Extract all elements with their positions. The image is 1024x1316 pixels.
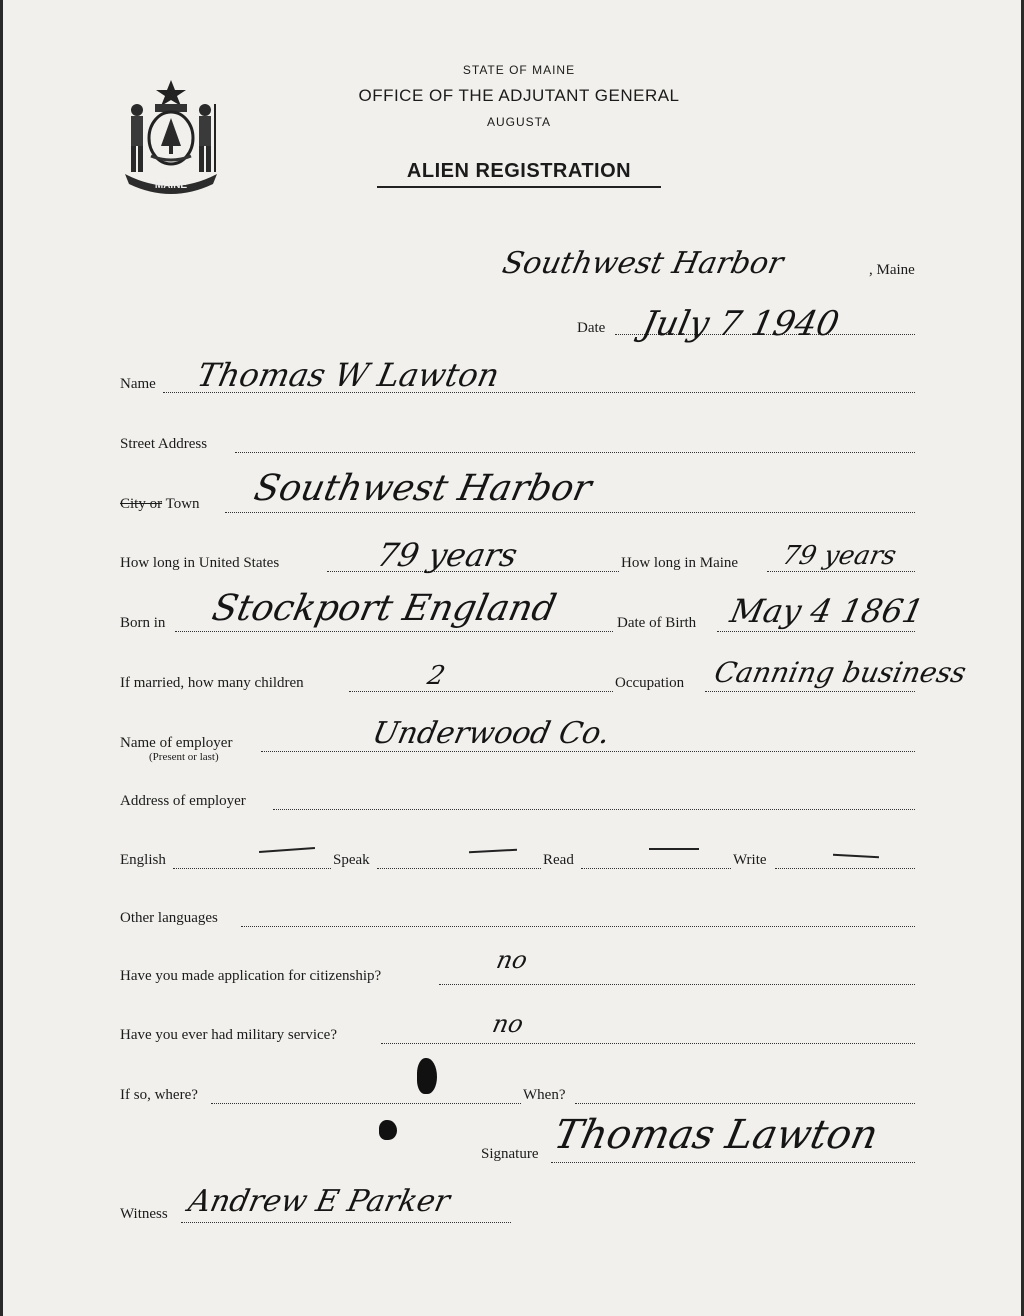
read-label: Read: [543, 852, 574, 868]
where-line: [211, 1103, 521, 1104]
signature-line: [551, 1162, 915, 1163]
street-address-line: [235, 452, 915, 453]
english-check-mark: [259, 847, 315, 853]
years-in-maine-label: How long in Maine: [621, 555, 739, 571]
read-check-mark: [649, 848, 699, 850]
children-line: [349, 691, 613, 692]
years-in-us-handwriting: 79 years: [373, 536, 521, 574]
write-label: Write: [733, 852, 767, 868]
city-heading: AUGUSTA: [486, 115, 552, 129]
witness-handwriting: Andrew E Parker: [185, 1184, 454, 1219]
witness-label: Witness: [120, 1206, 168, 1222]
name-handwriting: Thomas W Lawton: [193, 356, 503, 394]
military-handwriting: no: [490, 1010, 526, 1038]
speak-line: [377, 868, 541, 869]
years-in-us-label: How long in United States: [120, 555, 280, 571]
born-in-line: [175, 631, 613, 632]
years-in-maine-line: [767, 571, 915, 572]
date-of-birth-handwriting: May 4 1861: [726, 592, 928, 630]
employer-address-line: [273, 809, 915, 810]
military-line: [381, 1043, 915, 1044]
when-line: [575, 1103, 915, 1104]
employer-note: (Present or last): [149, 751, 219, 763]
speak-label: Speak: [333, 852, 370, 868]
office-heading: OFFICE OF THE ADJUTANT GENERAL: [358, 86, 680, 105]
born-in-handwriting: Stockport England: [208, 588, 560, 629]
other-languages-label: Other languages: [120, 910, 218, 926]
read-line: [581, 868, 731, 869]
town-header-handwriting: Southwest Harbor: [499, 246, 787, 281]
town-label: Town: [165, 496, 200, 512]
town-line: [225, 512, 915, 513]
military-label: Have you ever had military service?: [120, 1027, 337, 1043]
english-line: [173, 868, 331, 869]
city-struck-label: City or: [120, 496, 163, 512]
english-label: English: [120, 852, 166, 868]
date-of-birth-line: [717, 631, 915, 632]
occupation-handwriting: Canning business: [711, 656, 970, 689]
write-check-mark: [833, 854, 879, 858]
other-languages-line: [241, 926, 915, 927]
years-in-maine-handwriting: 79 years: [779, 541, 899, 571]
ink-blot: [379, 1120, 397, 1140]
employer-line: [261, 751, 915, 752]
date-label: Date: [577, 320, 606, 336]
witness-line: [181, 1222, 511, 1223]
children-label: If married, how many children: [120, 675, 304, 691]
state-seal-icon: [115, 74, 227, 198]
svg-text:MAINE: MAINE: [154, 180, 188, 191]
state-heading: STATE OF MAINE: [462, 63, 576, 77]
street-address-label: Street Address: [120, 436, 208, 452]
signature-handwriting: Thomas Lawton: [550, 1112, 882, 1158]
employer-address-label: Address of employer: [120, 793, 246, 809]
town-label-row: [120, 496, 200, 513]
form-title: ALIEN REGISTRATION: [406, 160, 632, 182]
signature-label: Signature: [481, 1146, 539, 1162]
born-in-label: Born in: [120, 615, 166, 631]
when-label: When?: [523, 1087, 566, 1103]
occupation-line: [705, 691, 915, 692]
maine-label: , Maine: [869, 262, 915, 278]
employer-label: Name of employer: [120, 735, 233, 751]
date-of-birth-label: Date of Birth: [617, 615, 697, 631]
citizenship-line: [439, 984, 915, 985]
children-handwriting: 2: [424, 661, 448, 691]
ink-blot: [417, 1058, 437, 1094]
name-label: Name: [120, 376, 156, 392]
employer-handwriting: Underwood Co.: [369, 716, 614, 751]
speak-check-mark: [469, 849, 517, 854]
write-line: [775, 868, 915, 869]
where-label: If so, where?: [120, 1087, 198, 1103]
occupation-label: Occupation: [615, 675, 685, 691]
town-handwriting: Southwest Harbor: [250, 468, 596, 509]
date-handwriting: July 7 1940: [638, 304, 843, 344]
citizenship-handwriting: no: [494, 946, 530, 974]
title-underline: [377, 186, 661, 188]
citizenship-label: Have you made application for citizenship?: [120, 968, 382, 984]
